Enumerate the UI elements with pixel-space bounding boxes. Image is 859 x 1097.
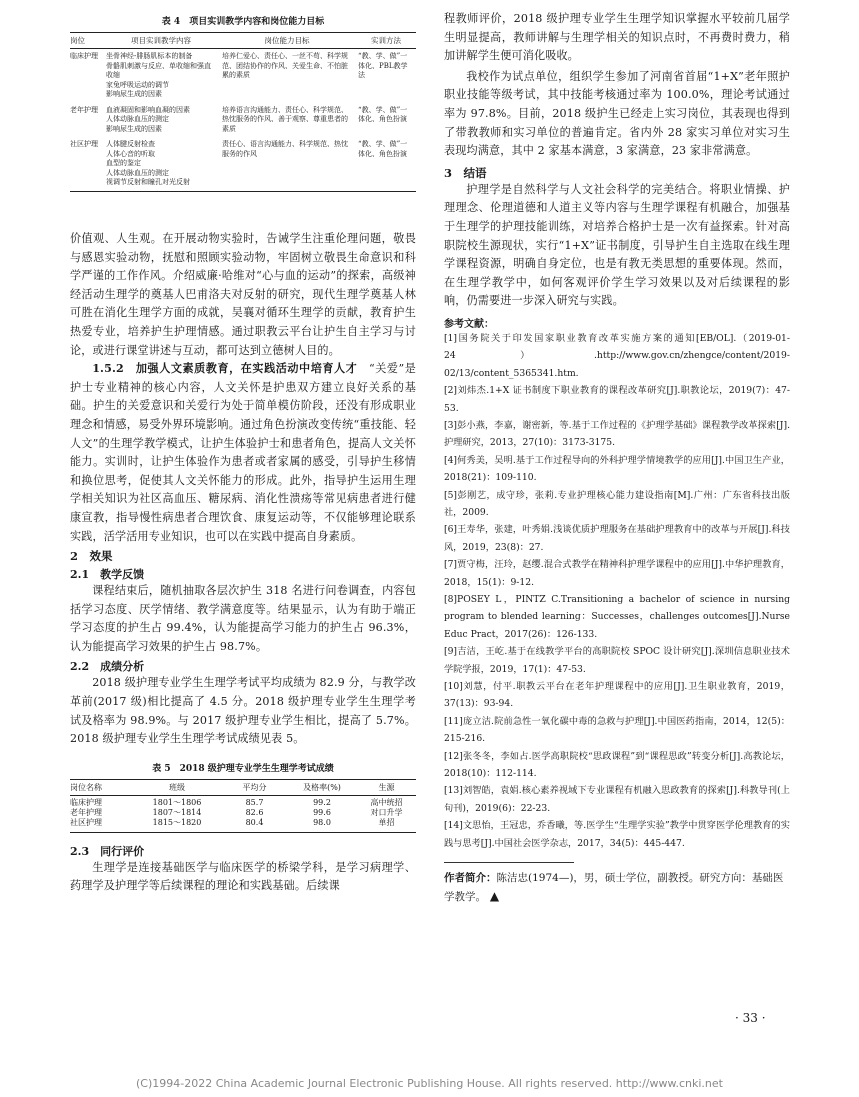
author-divider	[444, 862, 574, 863]
table-cell: 1815～1820	[152, 817, 202, 827]
reference-item: [9]吉洁，王屹.基于在线教学平台的高职院校 SPOC 设计研究[J].深圳信息职业技术学院学报，2019，17(1)：47-53.	[444, 646, 790, 675]
table-row	[70, 808, 416, 818]
table-cell: 98.0	[313, 817, 331, 827]
table-cell: 坐骨神经-腓肠肌标本的制备 骨骼肌刺激与反应、单收缩和强直收缩 家兔呼吸运动的调节 影响尿生成的因素	[106, 52, 211, 98]
paragraph: 生理学是连接基础医学与临床医学的桥梁学科，是学习病理学、药理学及护理学等后续课程的理论和实践基础。后续课	[70, 860, 416, 893]
table-5-header-cell: 平均分	[242, 782, 267, 792]
references-title: 参考文献：	[444, 318, 494, 330]
table-5-caption: 表 5 2018 级护理专业学生生理学考试成绩	[152, 763, 334, 774]
table-cell: “教、学、做”一体化、PBL教学法	[358, 52, 408, 79]
reference-item: [1]国务院关于印发国家职业教育改革实施方案的通知[EB/OL].（2019-01-24）.http://www.gov.cn/zhengce/content/2019-02/13/content_5365341.htm.	[444, 332, 790, 379]
table-cell: 临床护理	[70, 797, 102, 807]
table-cell: 责任心、语言沟通能力、科学规范、热忱服务的作风	[222, 140, 348, 158]
reference-item: [10]刘慧，付平.职教云平台在老年护理课程中的应用[J].卫生职业教育，2019，37(13)：93-94.	[444, 681, 790, 710]
reference-item: [3]彭小燕，李嘉，谢密新，等.基于工作过程的《护理学基础》课程教学改革探索[J].护理研究，2013，27(10)：3173-3175.	[444, 419, 790, 449]
table-5-header-cell: 生源	[378, 782, 395, 792]
table-row	[70, 798, 416, 808]
table-cell: 临床护理	[70, 52, 98, 60]
paragraph: 护理学是自然科学与人文社会科学的完美结合。将职业情操、护理理念、伦理道德和人道主义等内容与生理学课程有机融合，加强基于生理学的护理技能训练，对培养合格护士是一次有益探索。针对高职院校生源现状，实行“1+X”证书制度，引导护生自主选取在线生理学课程资源，明确自身定位，也是有教无类思想的重要体现。然而，在生理学教学中，如何客观评价学生学习效果以及对后续课程的影响，仍需要进一步深入研究与实践。	[444, 182, 790, 308]
table-row	[70, 103, 416, 138]
author-bio	[444, 869, 790, 906]
table-cell: 高中统招	[370, 797, 403, 807]
reference-item: [4]何秀美，吴明.基于工作过程导向的外科护理学情境教学的应用[J].中国卫生产业，2018(21)：109-110.	[444, 454, 790, 484]
reference-item: [6]王寿华，张建，叶秀娟.浅谈优质护理服务在基础护理教育中的改革与开展[J].科技风，2019，23(8)：27.	[444, 524, 790, 553]
left-body	[70, 230, 416, 896]
table-4-caption: 表 4 项目实训教学内容和岗位能力目标	[161, 17, 325, 27]
table-row	[70, 49, 416, 103]
table-cell: 99.2	[313, 797, 331, 807]
table-cell: 培养仁爱心、责任心、一丝不苟、科学规范、团结协作的作风、关爱生命、不怕脏累的素质	[222, 52, 348, 79]
right-body	[444, 10, 790, 906]
table-cell: 人体腱反射检查 人体心音的听取 血型的鉴定 人体动脉血压的测定 视调节反射和瞳孔对光反射	[106, 140, 190, 186]
table-cell: 社区护理	[70, 140, 98, 148]
paragraph: 我校作为试点单位，组织学生参加了河南省首届“1+X”老年照护职业技能等级考试，其中技能考核通过率为 100.0%，理论考试通过率为 97.8%。目前，2018 级护生已经走上实习岗位，其表现也得到了带教教师和实习单位的普遍肯定。省内外 28 家实习单位对实习生表现均满意，其中 2 家基本满意，3 家满意，23 家非常满意。	[444, 69, 790, 158]
reference-item: [5]彭刚艺，成守珍，张莉.专业护理核心能力建设指南[M].广州：广东省科技出版社，2009.	[444, 489, 790, 518]
paragraph: 程教师评价，2018 级护理专业学生生理学知识掌握水平较前几届学生明显提高，教师讲解与生理学相关的知识点时，不再费时费力，稍加讲解学生便可消化吸收。	[444, 12, 790, 63]
table-4-header-cell: 岗位能力目标	[264, 36, 310, 45]
table-cell: “教、学、做”一体化、角色扮演	[358, 140, 408, 158]
paragraph: 价值观、人生观。在开展动物实验时，告诫学生注重伦理问题，敬畏与感恩实验动物，抚慰和照顾实验动物，牢固树立敬畏生命意识和科学严谨的工作作风。介绍威廉·哈维对“心与血的运动”的探索，高级神经活动生理学的奠基人巴甫洛夫对反射的研究，现代生理学奠基人林可胜在消化生理学方面的成就，吴襄对循环生理学的贡献，教育护生热爱专业，培养护生护理情感。通过职教云平台让护生自主学习与讨论，或进行课堂讲述与互动，都可达到立德树人目的。	[70, 232, 416, 357]
table-row	[70, 137, 416, 191]
table-cell: 老年护理	[70, 807, 102, 817]
paragraph: 2018 级护理专业学生生理学考试平均成绩为 82.9 分，与教学改革前(2017 级)相比提高了 4.5 分。2018 级护理专业学生生理学考试及格率为 98.9%。与 2017 级护理专业学生相比，提高了 5.7%。2018 级护理专业学生生理学考试成绩见表 5。	[70, 676, 416, 746]
table-4-header	[70, 32, 416, 49]
table-cell: 1801～1806	[152, 797, 202, 807]
end-mark-icon: ▲	[486, 889, 500, 904]
table-cell: 82.6	[245, 807, 264, 817]
table-cell: 社区护理	[70, 817, 102, 827]
page-number: · 33 ·	[735, 1011, 766, 1025]
table-cell: 单招	[378, 817, 395, 827]
table-5-header-cell: 班级	[169, 782, 185, 792]
table-cell: 老年护理	[70, 105, 98, 114]
section-heading: 2 效果	[70, 549, 113, 564]
copyright-footer: (C)1994-2022 China Academic Journal Electronic Publishing House. All rights reserved. http://www.cnki.net	[136, 1077, 723, 1090]
subsection-heading: 2.2 成绩分析	[70, 660, 145, 674]
table-cell: 85.7	[245, 797, 264, 807]
table-4	[70, 14, 416, 192]
paragraph-text: “关爱”是护士专业精神的核心内容，人文关怀是护患双方建立良好关系的基础。护生的关爱意识和关爱行为处于简单模仿阶段，还没有形成职业理念和情感，易受外界环境影响。通过角色扮演改变传统“重技能、轻人文”的生理学教学模式，让护生体验护士和患者角色，提高人文关怀能力。实训时，让护生体验作为患者或者家属的感受，引导护生移情和换位思考，促使其人文关怀能力的形成。此外，指导护生运用生理学相关知识为社区高血压、糖尿病、消化性溃疡等常见病患者进行健康宣教，指导慢性病患者合理饮食、康复运动等，不仅能够理论联系实践，活学活用专业知识，也可以在实践中提高自身素质。	[70, 362, 417, 543]
reference-item: [7]贾守梅，汪玲，赵缨.混合式教学在精神科护理学课程中的应用[J].中华护理教育，2018，15(1)：9-12.	[444, 559, 790, 588]
reference-item: [8]POSEY L，PINTZ C.Transitioning a bachelor of science in nursing program to blended learning：Successes，challenges outcomes[J].Nurse Educ Pract，2017(26)：126-133.	[444, 594, 790, 640]
author-label: 作者简介：	[444, 872, 497, 885]
table-row	[70, 818, 416, 828]
table-cell: 对口升学	[370, 807, 403, 817]
reference-item: [2]刘炜杰.1+X 证书制度下职业教育的课程改革研究[J].职教论坛，2019(7)：47-53.	[444, 385, 790, 414]
table-4-header-cell: 实训方法	[371, 36, 401, 45]
reference-item: [11]庞立洁.院前急性一氧化碳中毒的急救与护理[J].中国医药指南，2014，12(5)：215-216.	[444, 715, 790, 745]
table-5-header-cell: 岗位名称	[70, 782, 102, 792]
table-5-header	[70, 779, 416, 796]
table-cell: 血液凝固和影响血凝的因素 人体动脉血压的测定 影响尿生成的因素	[106, 105, 190, 133]
paragraph	[70, 360, 416, 546]
table-cell: “教、学、做”一体化、角色扮演	[358, 105, 408, 123]
table-cell: 99.6	[313, 807, 331, 817]
table-cell: 1807～1814	[152, 807, 202, 817]
table-cell: 培养语言沟通能力、责任心、科学规范、热忱服务的作风、善于观察、尊重患者的素质	[222, 105, 348, 133]
table-4-body	[70, 49, 416, 192]
subsection-heading: 2.1 教学反馈	[70, 568, 145, 582]
table-4-header-cell: 项目实训教学内容	[131, 36, 191, 45]
subsection-heading: 2.3 同行评价	[70, 844, 145, 858]
paragraph: 课程结束后，随机抽取各层次护生 318 名进行问卷调查，内容包括学习态度、厌学情绪、教学满意度等。结果显示，认为有助于端正学习态度的护生占 99.4%，认为能提高学习能力的护生占 96.3%，认为能提高学习效果的护生占 98.7%。	[70, 584, 416, 653]
author-text: 陈洁忠(1974—)，男，硕士学位，副教授。研究方向：基础医学教学。	[444, 872, 784, 904]
reference-list	[444, 330, 790, 852]
table-5-body	[70, 796, 416, 833]
section-heading-inline: 1.5.2 加强人文素质教育，在实践活动中培育人才	[92, 362, 358, 376]
table-4-header-cell: 岗位	[70, 36, 85, 45]
reference-item: [12]张冬冬，李如占.医学高职院校“思政课程”到“课程思政”转变分析[J].高教论坛，2018(10)：112-114.	[444, 750, 790, 780]
table-5-header-cell: 及格率(%)	[303, 782, 341, 792]
table-5	[70, 761, 416, 833]
section-heading: 3 结语	[444, 165, 487, 180]
reference-item: [14]文思怡，王冠忠，乔香曦，等.医学生“生理学实验”教学中贯穿医学伦理教育的实践与思考[J].中国社会医学杂志，2017，34(5)：445-447.	[444, 820, 790, 849]
table-cell: 80.4	[245, 817, 264, 827]
reference-item: [13]刘智皓，袁娟.核心素养视域下专业课程有机融入思政教育的探索[J].科教导刊(上旬刊)，2019(6)：22-23.	[444, 785, 790, 814]
